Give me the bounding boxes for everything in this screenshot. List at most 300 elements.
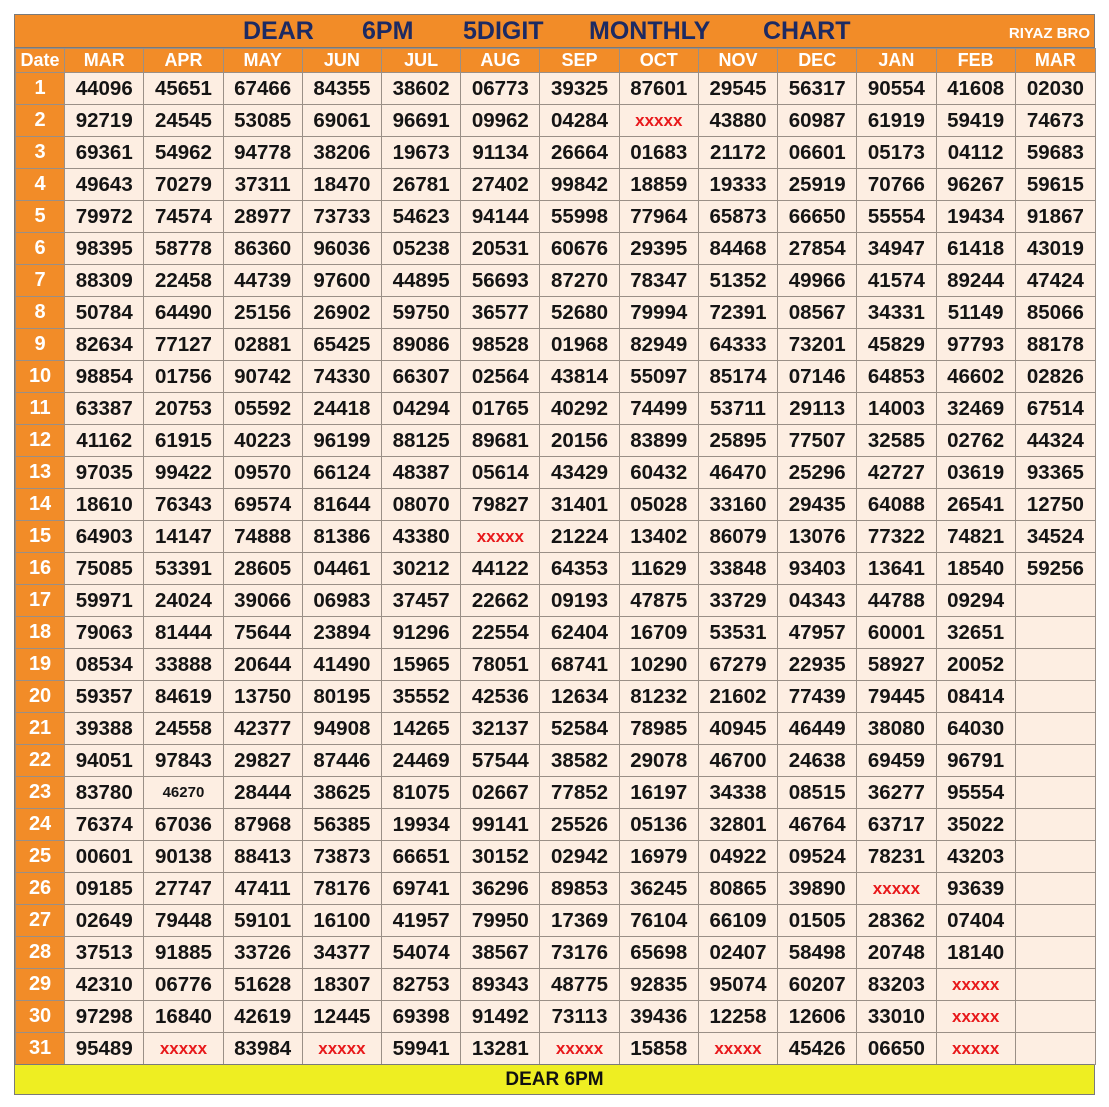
result-cell: 26781 — [382, 169, 461, 201]
result-cell: 94778 — [223, 137, 302, 169]
result-cell: 34331 — [857, 297, 936, 329]
date-cell: 5 — [16, 201, 65, 233]
result-cell: 77322 — [857, 521, 936, 553]
result-cell: 00601 — [65, 841, 144, 873]
result-cell: 93639 — [936, 873, 1015, 905]
result-cell: 88125 — [382, 425, 461, 457]
result-cell: 97600 — [302, 265, 381, 297]
date-cell: 7 — [16, 265, 65, 297]
result-cell: 12634 — [540, 681, 619, 713]
result-cell: 34947 — [857, 233, 936, 265]
result-cell: 10290 — [619, 649, 698, 681]
result-cell: 24469 — [382, 745, 461, 777]
result-cell: 60001 — [857, 617, 936, 649]
result-cell: 11629 — [619, 553, 698, 585]
result-cell: 90742 — [223, 361, 302, 393]
result-cell: 05592 — [223, 393, 302, 425]
result-cell: 26541 — [936, 489, 1015, 521]
result-cell: 16100 — [302, 905, 381, 937]
result-cell: 99141 — [461, 809, 540, 841]
result-cell: 16709 — [619, 617, 698, 649]
result-cell: 57544 — [461, 745, 540, 777]
result-cell: 78985 — [619, 713, 698, 745]
result-cell: 35022 — [936, 809, 1015, 841]
result-cell: 66109 — [698, 905, 777, 937]
result-cell: 46470 — [698, 457, 777, 489]
result-cell: 82949 — [619, 329, 698, 361]
table-row — [16, 361, 1096, 393]
result-cell: 32137 — [461, 713, 540, 745]
result-cell: 69061 — [302, 105, 381, 137]
date-cell: 26 — [16, 873, 65, 905]
result-cell: 13641 — [857, 553, 936, 585]
column-header-nov-9: NOV — [698, 49, 777, 73]
result-cell: 18610 — [65, 489, 144, 521]
result-cell: 59101 — [223, 905, 302, 937]
result-cell: 02667 — [461, 777, 540, 809]
result-cell: 59683 — [1015, 137, 1095, 169]
result-cell: 48775 — [540, 969, 619, 1001]
result-cell: 21224 — [540, 521, 619, 553]
result-cell: 44122 — [461, 553, 540, 585]
result-cell: 45651 — [144, 73, 223, 105]
result-cell: 95074 — [698, 969, 777, 1001]
result-cell: 22662 — [461, 585, 540, 617]
result-cell: 77852 — [540, 777, 619, 809]
result-cell: 67514 — [1015, 393, 1095, 425]
result-cell: 89681 — [461, 425, 540, 457]
result-cell: 19934 — [382, 809, 461, 841]
result-cell: 74499 — [619, 393, 698, 425]
result-cell: 51628 — [223, 969, 302, 1001]
result-cell: 53711 — [698, 393, 777, 425]
result-cell: 64030 — [936, 713, 1015, 745]
empty-cell — [1015, 809, 1095, 841]
result-cell: 91867 — [1015, 201, 1095, 233]
result-cell: 54623 — [382, 201, 461, 233]
result-cell: 81232 — [619, 681, 698, 713]
result-cell: 93403 — [778, 553, 857, 585]
result-cell: 20052 — [936, 649, 1015, 681]
result-cell: 78347 — [619, 265, 698, 297]
result-cell: 84355 — [302, 73, 381, 105]
result-cell: 92835 — [619, 969, 698, 1001]
result-cell: 79972 — [65, 201, 144, 233]
result-cell: 02942 — [540, 841, 619, 873]
result-cell: 81075 — [382, 777, 461, 809]
result-cell: 97035 — [65, 457, 144, 489]
result-cell: 08534 — [65, 649, 144, 681]
result-cell: 59971 — [65, 585, 144, 617]
result-cell: 38625 — [302, 777, 381, 809]
result-cell: 44739 — [223, 265, 302, 297]
result-cell: 98528 — [461, 329, 540, 361]
date-cell: 13 — [16, 457, 65, 489]
result-cell: 33729 — [698, 585, 777, 617]
title-word-chart: CHART — [763, 17, 851, 45]
result-cell: 86079 — [698, 521, 777, 553]
result-cell: 46270 — [144, 777, 223, 809]
result-cell: 46700 — [698, 745, 777, 777]
result-cell: 20753 — [144, 393, 223, 425]
result-cell: 25526 — [540, 809, 619, 841]
result-cell: 88413 — [223, 841, 302, 873]
result-cell: 32469 — [936, 393, 1015, 425]
result-cell: 48387 — [382, 457, 461, 489]
result-cell: 01968 — [540, 329, 619, 361]
header-row — [16, 49, 1096, 73]
result-cell: 59750 — [382, 297, 461, 329]
result-cell: 61919 — [857, 105, 936, 137]
date-cell: 9 — [16, 329, 65, 361]
result-cell: 89244 — [936, 265, 1015, 297]
result-cell: 50784 — [65, 297, 144, 329]
result-cell: 04343 — [778, 585, 857, 617]
result-cell: 06773 — [461, 73, 540, 105]
result-cell: 82753 — [382, 969, 461, 1001]
result-cell: 55097 — [619, 361, 698, 393]
result-cell: 69361 — [65, 137, 144, 169]
result-cell: 94144 — [461, 201, 540, 233]
result-cell: 14265 — [382, 713, 461, 745]
result-cell: 19333 — [698, 169, 777, 201]
empty-cell — [1015, 1033, 1095, 1065]
result-cell: 94051 — [65, 745, 144, 777]
table-row — [16, 553, 1096, 585]
result-cell: 06776 — [144, 969, 223, 1001]
result-cell: 65425 — [302, 329, 381, 361]
result-cell: 45426 — [778, 1033, 857, 1065]
result-cell: 47411 — [223, 873, 302, 905]
results-table — [15, 48, 1096, 1065]
result-cell: 26902 — [302, 297, 381, 329]
result-cell: 24558 — [144, 713, 223, 745]
date-cell: 31 — [16, 1033, 65, 1065]
result-cell: 44788 — [857, 585, 936, 617]
date-cell: 16 — [16, 553, 65, 585]
result-cell: 56385 — [302, 809, 381, 841]
table-row — [16, 745, 1096, 777]
result-cell: 16840 — [144, 1001, 223, 1033]
result-cell: 82634 — [65, 329, 144, 361]
result-cell: 62404 — [540, 617, 619, 649]
result-cell: 28444 — [223, 777, 302, 809]
result-cell: 81644 — [302, 489, 381, 521]
result-cell: 70279 — [144, 169, 223, 201]
result-cell: 25296 — [778, 457, 857, 489]
result-cell: 12258 — [698, 1001, 777, 1033]
result-cell: 39436 — [619, 1001, 698, 1033]
result-cell: 40945 — [698, 713, 777, 745]
result-cell: 44895 — [382, 265, 461, 297]
result-cell: 91492 — [461, 1001, 540, 1033]
result-cell: 14003 — [857, 393, 936, 425]
result-cell: 09185 — [65, 873, 144, 905]
result-cell: 02881 — [223, 329, 302, 361]
date-cell: 28 — [16, 937, 65, 969]
result-cell: 41574 — [857, 265, 936, 297]
result-cell: 13402 — [619, 521, 698, 553]
result-cell: 28977 — [223, 201, 302, 233]
table-row — [16, 521, 1096, 553]
table-row — [16, 393, 1096, 425]
result-cell: 36577 — [461, 297, 540, 329]
footer-bar: DEAR 6PM — [15, 1064, 1094, 1094]
result-cell: 99422 — [144, 457, 223, 489]
table-row — [16, 265, 1096, 297]
date-cell: 21 — [16, 713, 65, 745]
result-cell: 09193 — [540, 585, 619, 617]
result-cell: 17369 — [540, 905, 619, 937]
result-cell: 59256 — [1015, 553, 1095, 585]
empty-cell — [1015, 713, 1095, 745]
result-cell: 38582 — [540, 745, 619, 777]
result-cell: 95554 — [936, 777, 1015, 809]
result-cell: 94908 — [302, 713, 381, 745]
result-cell: 95489 — [65, 1033, 144, 1065]
date-cell: 6 — [16, 233, 65, 265]
result-cell: 67279 — [698, 649, 777, 681]
missing-result-cell: xxxxx — [936, 1001, 1015, 1033]
result-cell: 34377 — [302, 937, 381, 969]
result-cell: 24545 — [144, 105, 223, 137]
table-row — [16, 713, 1096, 745]
result-cell: 33010 — [857, 1001, 936, 1033]
result-cell: 31401 — [540, 489, 619, 521]
result-cell: 69459 — [857, 745, 936, 777]
result-cell: 59419 — [936, 105, 1015, 137]
result-cell: 65873 — [698, 201, 777, 233]
title-bar — [15, 15, 1094, 48]
result-cell: 69574 — [223, 489, 302, 521]
missing-result-cell: xxxxx — [936, 969, 1015, 1001]
result-cell: 69398 — [382, 1001, 461, 1033]
result-cell: 18307 — [302, 969, 381, 1001]
result-cell: 43429 — [540, 457, 619, 489]
result-cell: 65698 — [619, 937, 698, 969]
result-cell: 46764 — [778, 809, 857, 841]
result-cell: 05238 — [382, 233, 461, 265]
result-cell: 04922 — [698, 841, 777, 873]
result-cell: 74888 — [223, 521, 302, 553]
result-cell: 81444 — [144, 617, 223, 649]
result-cell: 79827 — [461, 489, 540, 521]
result-cell: 40292 — [540, 393, 619, 425]
table-row — [16, 617, 1096, 649]
result-cell: 83780 — [65, 777, 144, 809]
result-cell: 60207 — [778, 969, 857, 1001]
result-cell: 45829 — [857, 329, 936, 361]
result-cell: 02564 — [461, 361, 540, 393]
result-cell: 27402 — [461, 169, 540, 201]
result-cell: 86360 — [223, 233, 302, 265]
result-cell: 21602 — [698, 681, 777, 713]
result-cell: 29078 — [619, 745, 698, 777]
result-cell: 09962 — [461, 105, 540, 137]
missing-result-cell: xxxxx — [461, 521, 540, 553]
result-cell: 96199 — [302, 425, 381, 457]
date-cell: 19 — [16, 649, 65, 681]
result-cell: 78176 — [302, 873, 381, 905]
result-cell: 52680 — [540, 297, 619, 329]
result-cell: 46449 — [778, 713, 857, 745]
result-cell: 60432 — [619, 457, 698, 489]
result-cell: 30152 — [461, 841, 540, 873]
result-cell: 37513 — [65, 937, 144, 969]
result-cell: 02649 — [65, 905, 144, 937]
result-cell: 63387 — [65, 393, 144, 425]
result-cell: 78051 — [461, 649, 540, 681]
date-cell: 2 — [16, 105, 65, 137]
result-cell: 67036 — [144, 809, 223, 841]
result-cell: 21172 — [698, 137, 777, 169]
missing-result-cell: xxxxx — [698, 1033, 777, 1065]
result-cell: 58498 — [778, 937, 857, 969]
result-cell: 74673 — [1015, 105, 1095, 137]
result-cell: 42536 — [461, 681, 540, 713]
result-cell: 05028 — [619, 489, 698, 521]
result-cell: 43019 — [1015, 233, 1095, 265]
result-cell: 44096 — [65, 73, 144, 105]
missing-result-cell: xxxxx — [540, 1033, 619, 1065]
result-cell: 66651 — [382, 841, 461, 873]
result-cell: 89086 — [382, 329, 461, 361]
result-cell: 84619 — [144, 681, 223, 713]
result-cell: 43880 — [698, 105, 777, 137]
result-cell: 20644 — [223, 649, 302, 681]
result-cell: 42310 — [65, 969, 144, 1001]
result-cell: 14147 — [144, 521, 223, 553]
result-cell: 05614 — [461, 457, 540, 489]
result-cell: 63717 — [857, 809, 936, 841]
result-cell: 16197 — [619, 777, 698, 809]
result-cell: 52584 — [540, 713, 619, 745]
result-cell: 47875 — [619, 585, 698, 617]
result-cell: 53531 — [698, 617, 777, 649]
result-cell: 04284 — [540, 105, 619, 137]
table-row — [16, 905, 1096, 937]
result-cell: 87270 — [540, 265, 619, 297]
result-cell: 87968 — [223, 809, 302, 841]
result-cell: 73176 — [540, 937, 619, 969]
empty-cell — [1015, 745, 1095, 777]
result-cell: 36277 — [857, 777, 936, 809]
result-cell: 96267 — [936, 169, 1015, 201]
title-word-dear: DEAR — [243, 17, 314, 45]
date-cell: 20 — [16, 681, 65, 713]
result-cell: 79445 — [857, 681, 936, 713]
result-cell: 77507 — [778, 425, 857, 457]
result-cell: 89853 — [540, 873, 619, 905]
date-cell: 17 — [16, 585, 65, 617]
result-cell: 15965 — [382, 649, 461, 681]
table-row — [16, 969, 1096, 1001]
result-cell: 04112 — [936, 137, 1015, 169]
empty-cell — [1015, 905, 1095, 937]
column-header-aug-6: AUG — [461, 49, 540, 73]
result-cell: 09570 — [223, 457, 302, 489]
result-cell: 13281 — [461, 1033, 540, 1065]
result-cell: 07146 — [778, 361, 857, 393]
table-row — [16, 329, 1096, 361]
missing-result-cell: xxxxx — [619, 105, 698, 137]
result-cell: 51149 — [936, 297, 1015, 329]
table-row — [16, 137, 1096, 169]
result-cell: 90554 — [857, 73, 936, 105]
result-cell: 93365 — [1015, 457, 1095, 489]
result-cell: 03619 — [936, 457, 1015, 489]
result-cell: 37457 — [382, 585, 461, 617]
table-row — [16, 937, 1096, 969]
result-cell: 36245 — [619, 873, 698, 905]
result-cell: 39066 — [223, 585, 302, 617]
result-cell: 20156 — [540, 425, 619, 457]
table-body — [16, 73, 1096, 1065]
result-cell: 89343 — [461, 969, 540, 1001]
result-cell: 59941 — [382, 1033, 461, 1065]
result-cell: 19673 — [382, 137, 461, 169]
column-header-sep-7: SEP — [540, 49, 619, 73]
date-cell: 12 — [16, 425, 65, 457]
result-cell: 60987 — [778, 105, 857, 137]
table-row — [16, 585, 1096, 617]
result-cell: 37311 — [223, 169, 302, 201]
empty-cell — [1015, 617, 1095, 649]
result-cell: 74821 — [936, 521, 1015, 553]
result-cell: 75644 — [223, 617, 302, 649]
result-cell: 35552 — [382, 681, 461, 713]
result-cell: 91296 — [382, 617, 461, 649]
column-header-mar-1: MAR — [65, 49, 144, 73]
date-cell: 27 — [16, 905, 65, 937]
result-cell: 79063 — [65, 617, 144, 649]
result-cell: 64853 — [857, 361, 936, 393]
column-header-jun-4: JUN — [302, 49, 381, 73]
result-cell: 08070 — [382, 489, 461, 521]
result-cell: 05173 — [857, 137, 936, 169]
result-cell: 87446 — [302, 745, 381, 777]
table-row — [16, 457, 1096, 489]
result-cell: 54074 — [382, 937, 461, 969]
result-cell: 53391 — [144, 553, 223, 585]
result-cell: 24638 — [778, 745, 857, 777]
result-cell: 18540 — [936, 553, 1015, 585]
table-row — [16, 169, 1096, 201]
result-cell: 32801 — [698, 809, 777, 841]
result-cell: 77439 — [778, 681, 857, 713]
result-cell: 29395 — [619, 233, 698, 265]
result-cell: 91134 — [461, 137, 540, 169]
result-cell: 42377 — [223, 713, 302, 745]
title-word-monthly: MONTHLY — [589, 17, 711, 45]
result-cell: 08414 — [936, 681, 1015, 713]
column-header-date: Date — [16, 49, 65, 73]
chart-sheet — [14, 14, 1095, 1095]
result-cell: 12750 — [1015, 489, 1095, 521]
table-row — [16, 649, 1096, 681]
result-cell: 73113 — [540, 1001, 619, 1033]
result-cell: 79994 — [619, 297, 698, 329]
result-cell: 83203 — [857, 969, 936, 1001]
result-cell: 28362 — [857, 905, 936, 937]
result-cell: 32585 — [857, 425, 936, 457]
table-row — [16, 1001, 1096, 1033]
result-cell: 55998 — [540, 201, 619, 233]
result-cell: 39325 — [540, 73, 619, 105]
result-cell: 27747 — [144, 873, 223, 905]
result-cell: 54962 — [144, 137, 223, 169]
result-cell: 64903 — [65, 521, 144, 553]
